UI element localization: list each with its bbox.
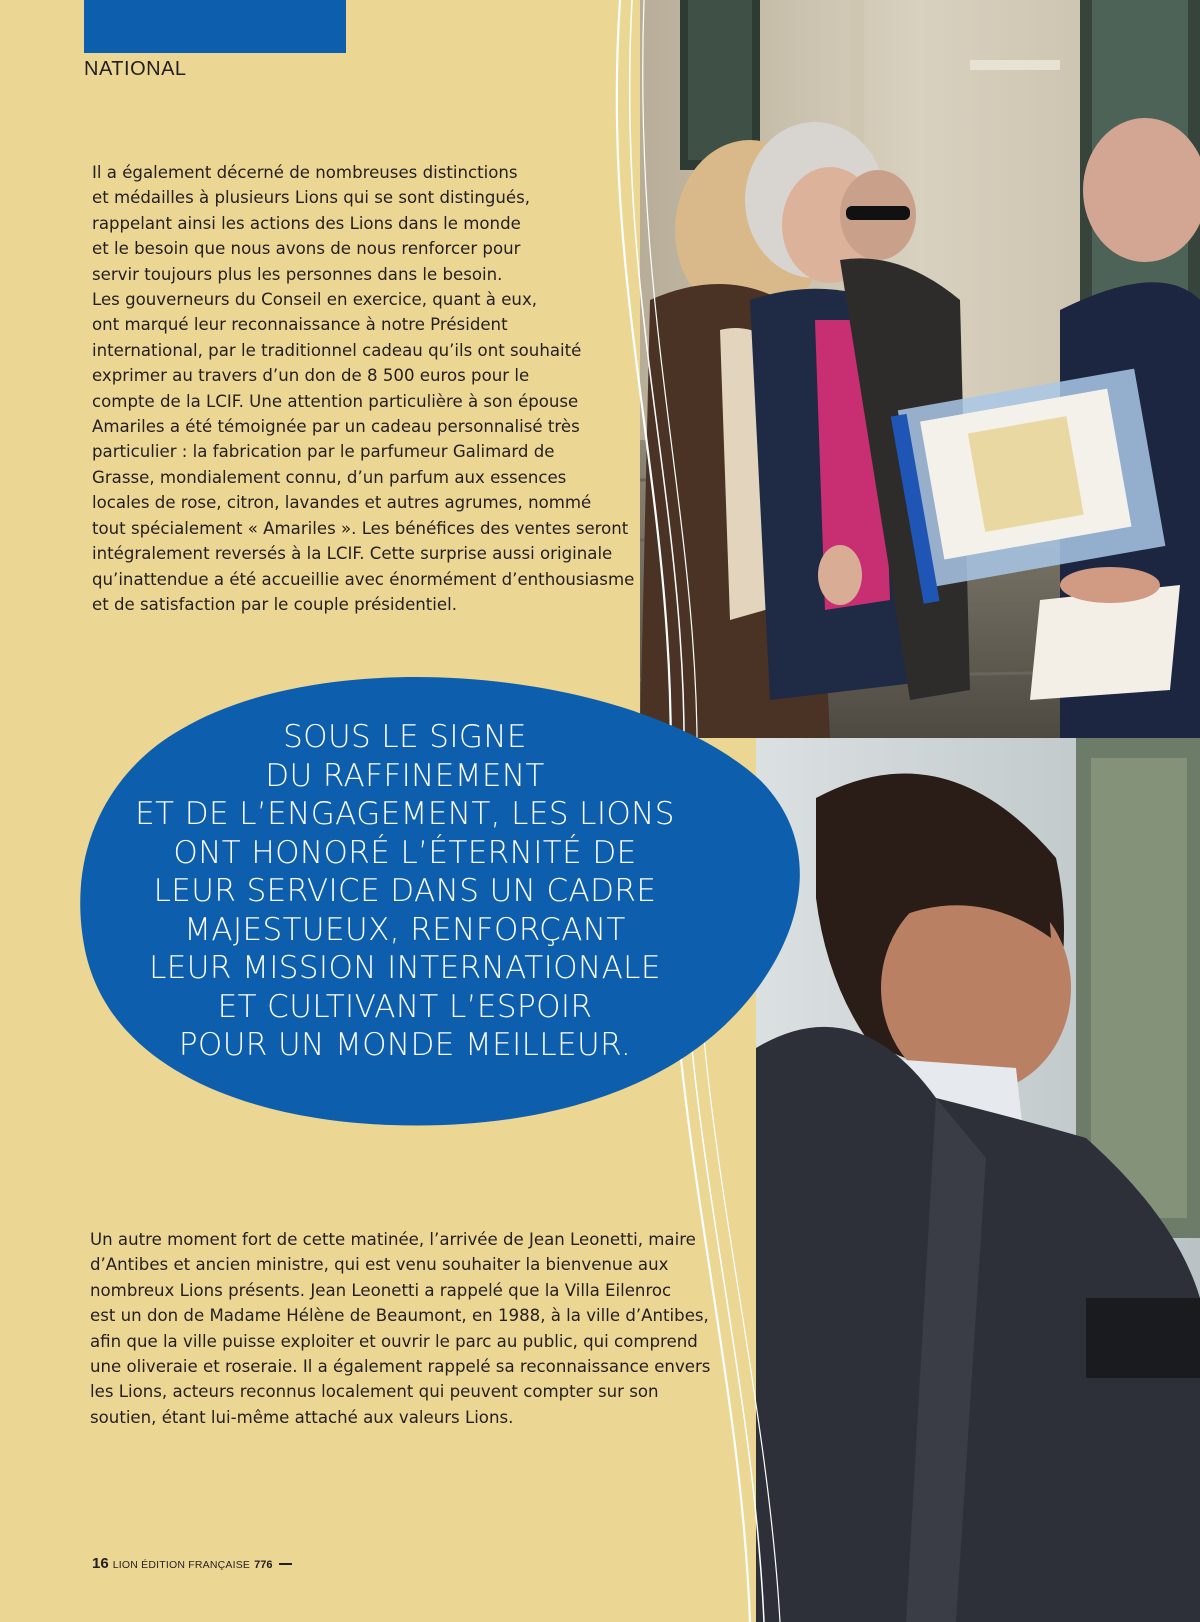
quote-line: DU RAFFINEMENT xyxy=(265,757,545,794)
magazine-name: LION ÉDITION FRANÇAISE xyxy=(112,1559,251,1571)
quote-line: LEUR SERVICE DANS UN CADRE xyxy=(153,873,657,909)
page-number: 16 xyxy=(92,1555,109,1572)
quote-line: POUR UN MONDE MEILLEUR. xyxy=(178,1027,632,1063)
quote-line: LEUR MISSION INTERNATIONALE xyxy=(149,950,661,986)
issue-number: 776 xyxy=(254,1559,273,1571)
body-paragraph-leonetti: Un autre moment fort de cette matinée, l’arrivée de Jean Leonetti, maire d’Antibes et ancien ministre, qui est venu souhaiter la bienvenue aux nombreux Lions présents. Jean Leonetti a rappelé que la Villa Eilenroc est un don de Madame Hélène de Beaumont, en 1988, à la ville d’Antibes, afin que la ville puisse exploiter et ouvrir le parc au public, qui comprend une oliveraie et roseraie. Il a également rappelé sa reconnaissance envers les Lions, acteurs reconnus localement qui peuvent compter sur son soutien, étant lui-même attaché aux valeurs Lions. xyxy=(90,1230,711,1427)
pull-quote xyxy=(110,718,700,1065)
quote-line: ET DE L’ENGAGEMENT, LES LIONS xyxy=(135,796,675,832)
quote-line: ET CULTIVANT L’ESPOIR xyxy=(217,988,593,1025)
section-label: NATIONAL xyxy=(84,58,187,80)
body-paragraph-distinctions: Il a également décerné de nombreuses distinctions et médailles à plusieurs Lions qui se sont distingués, rappelant ainsi les actions des Lions dans le monde et le besoin que nous avons de nous renforcer pour servir toujours plus les personnes dans le besoin. Les gouverneurs du Conseil en exercice, quant à eux, ont marqué leur reconnaissance à notre Président international, par le traditionnel cadeau qu’ils ont souhaité exprimer au travers d’un don de 8 500 euros pour le compte de la LCIF. Une attention particulière à son épouse Amariles a été témoignée par un cadeau personnalisé très particulier : la fabrication par le parfumeur Galimard de Grasse, mondialement connu, d’un parfum aux essences locales de rose, citron, lavandes et autres agrumes, nommé tout spécialement « Amariles ». Les bénéfices des ventes seront intégralement reversés à la LCIF. Cette surprise aussi originale qu’inattendue a été accueillie avec énormément d’enthousiasme et de satisfaction par le couple présidentiel. xyxy=(92,163,635,614)
quote-line: MAJESTUEUX, RENFORÇANT xyxy=(184,911,626,948)
quote-line: SOUS LE SIGNE xyxy=(283,719,527,755)
section-color-block xyxy=(84,0,346,53)
footer-dash xyxy=(279,1563,292,1565)
jean-leonetti-photo xyxy=(756,738,1200,1622)
page-footer xyxy=(92,1555,292,1572)
quote-line: ONT HONORÉ L’ÉTERNITÉ DE xyxy=(173,834,637,871)
